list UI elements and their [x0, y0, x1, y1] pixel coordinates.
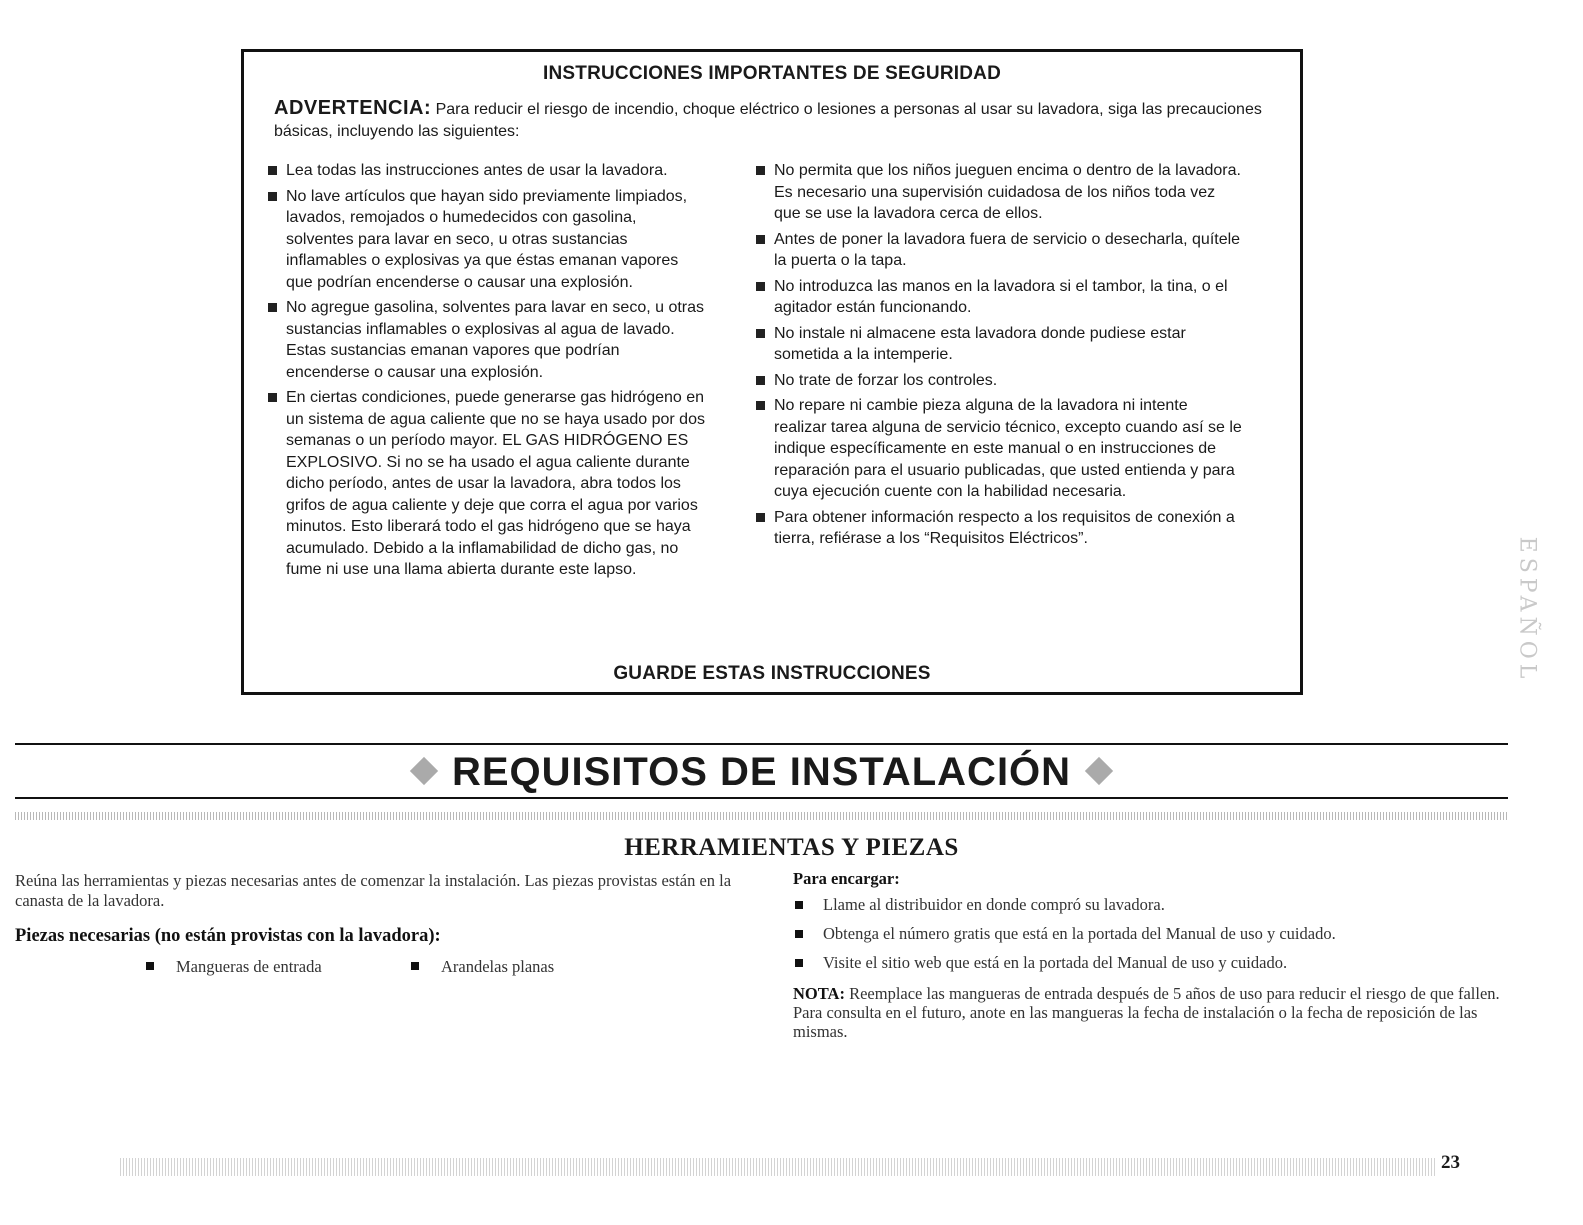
save-instructions-heading: GUARDE ESTAS INSTRUCCIONES: [613, 663, 931, 684]
safety-item-text: Antes de poner la lavadora fuera de servicio o desecharla, quítele la puerta o la tapa.: [774, 230, 1241, 269]
safety-item: [754, 276, 1244, 319]
safety-item: [266, 297, 706, 383]
bullet-icon: [795, 959, 803, 967]
intro-paragraph: Reúna las herramientas y piezas necesarias antes de comenzar la instalación. Las piezas provistas están en la canasta de la lavadora.: [15, 871, 732, 910]
section-rule-top: [15, 743, 1508, 745]
safety-item-text: No lave artículos que hayan sido previamente limpiados, lavados, remojados o humedecidos con gasolina, solventes para lavar en seco, u otras sustancias inflamables o explosivas ya que éstas emanan vapores que podrían encenderse o causar una explosión.: [286, 187, 688, 291]
safety-title: INSTRUCCIONES IMPORTANTES DE SEGURIDAD: [543, 63, 1001, 84]
order-section: [793, 869, 1508, 982]
safety-item: [754, 395, 1244, 503]
bullet-icon: [268, 192, 277, 201]
safety-item: [754, 160, 1244, 225]
order-item-text: Obtenga el número gratis que está en la portada del Manual de uso y cuidado.: [823, 924, 1336, 943]
note-label: NOTA:: [793, 984, 845, 1003]
order-item-text: Llame al distribuidor en donde compró su lavadora.: [823, 895, 1165, 914]
bullet-icon: [756, 376, 765, 385]
diamond-icon: [410, 757, 438, 785]
language-label: ESPAÑOL: [1514, 536, 1540, 684]
safety-item-text: Para obtener información respecto a los requisitos de conexión a tierra, refiérase a los “Requisitos Eléctricos”.: [774, 508, 1235, 547]
note-text: Reemplace las mangueras de entrada después de 5 años de uso para reducir el riesgo de que fallen. Para consulta en el futuro, anote en las mangueras la fecha de instalación o la fecha de reposición de las mismas.: [793, 984, 1500, 1041]
safety-item-text: No agregue gasolina, solventes para lavar en seco, u otras sustancias inflamables o explosivas al agua de lavado. Estas sustancias emanan vapores que podrían encenderse o causar una explosión.: [286, 299, 705, 381]
safety-left-column: [266, 160, 706, 585]
safety-item-text: En ciertas condiciones, puede generarse gas hidrógeno en un sistema de agua caliente que no se haya usado por dos semanas o un período mayor. EL GAS HIDRÓGENO ES EXPLOSIVO. Si no se ha usado el agua caliente durante dicho período, antes de usar la lavadora, abra todos los grifos de agua caliente y deje que corra el agua por varios minutos. Esto liberará todo el gas hidrógeno que se haya acumulado. Debido a la inflamabilidad de dicho gas, no fume ni use una llama abierta durante este lapso.: [286, 389, 705, 578]
bullet-icon: [756, 166, 765, 175]
order-item: [793, 953, 1508, 982]
footer-dotted-bar: [120, 1158, 1435, 1176]
bullet-icon: [795, 930, 803, 938]
safety-item-text: No repare ni cambie pieza alguna de la lavadora ni intente realizar tarea alguna de servicio técnico, excepto cuando así se le indique específicamente en este manual o en instrucciones de reparación para el usuario publicadas, que usted entienda y para cuya ejecución cuente con la habilidad necesaria.: [774, 397, 1242, 500]
bullet-icon: [756, 401, 765, 410]
order-item: [793, 924, 1508, 953]
safety-item: [266, 387, 706, 581]
section-heading: [15, 746, 1508, 798]
bullet-icon: [268, 166, 277, 175]
safety-right-column: [754, 160, 1244, 554]
order-item-text: Visite el sitio web que está en la portada del Manual de uso y cuidado.: [823, 953, 1288, 972]
order-item: [793, 895, 1508, 924]
safety-item-text: No permita que los niños jueguen encima o dentro de la lavadora. Es necesario una supervisión cuidadosa de los niños toda vez que se use la lavadora cerca de ellos.: [774, 162, 1241, 222]
needed-parts-heading: Piezas necesarias (no están provistas con la lavadora):: [15, 926, 441, 946]
needed-part-text: Arandelas planas: [441, 957, 555, 976]
safety-item-text: Lea todas las instrucciones antes de usar la lavadora.: [286, 162, 668, 179]
language-side-tab: [1512, 535, 1542, 685]
note-paragraph: [793, 984, 1508, 1041]
needed-part-text: Mangueras de entrada: [176, 957, 322, 976]
page-number: 23: [1441, 1152, 1460, 1173]
safety-item: [754, 507, 1244, 550]
needed-part-item: [411, 957, 554, 977]
warning-text: Para reducir el riesgo de incendio, choque eléctrico o lesiones a personas al usar su lavadora, siga las precauciones básicas, incluyendo las siguientes:: [274, 101, 1262, 140]
bullet-icon: [756, 329, 765, 338]
bullet-icon: [411, 962, 419, 970]
bullet-icon: [756, 235, 765, 244]
bullet-icon: [268, 303, 277, 312]
safety-instructions-box: [241, 49, 1303, 695]
safety-item-text: No trate de forzar los controles.: [774, 371, 998, 389]
bullet-icon: [795, 901, 803, 909]
subsection-title: HERRAMIENTAS Y PIEZAS: [624, 834, 959, 861]
bullet-icon: [146, 962, 154, 970]
warning-label: ADVERTENCIA:: [274, 97, 432, 119]
diamond-icon: [1085, 757, 1113, 785]
safety-item: [266, 160, 706, 182]
needed-part-item: [146, 957, 322, 977]
bullet-icon: [756, 513, 765, 522]
safety-item: [754, 323, 1244, 366]
section-rule-bottom: [15, 797, 1508, 799]
safety-item-text: No introduzca las manos en la lavadora si el tambor, la tina, o el agitador están funcionando.: [774, 277, 1228, 316]
bullet-icon: [268, 393, 277, 402]
dotted-divider: [15, 812, 1508, 820]
bullet-icon: [756, 282, 765, 291]
safety-item: [754, 229, 1244, 272]
safety-item-text: No instale ni almacene esta lavadora donde pudiese estar sometida a la intemperie.: [774, 324, 1186, 363]
section-title: REQUISITOS DE INSTALACIÓN: [451, 750, 1072, 794]
safety-item: [754, 370, 1244, 392]
order-heading: Para encargar:: [793, 869, 900, 888]
warning-paragraph: [274, 97, 1270, 143]
safety-item: [266, 186, 706, 294]
